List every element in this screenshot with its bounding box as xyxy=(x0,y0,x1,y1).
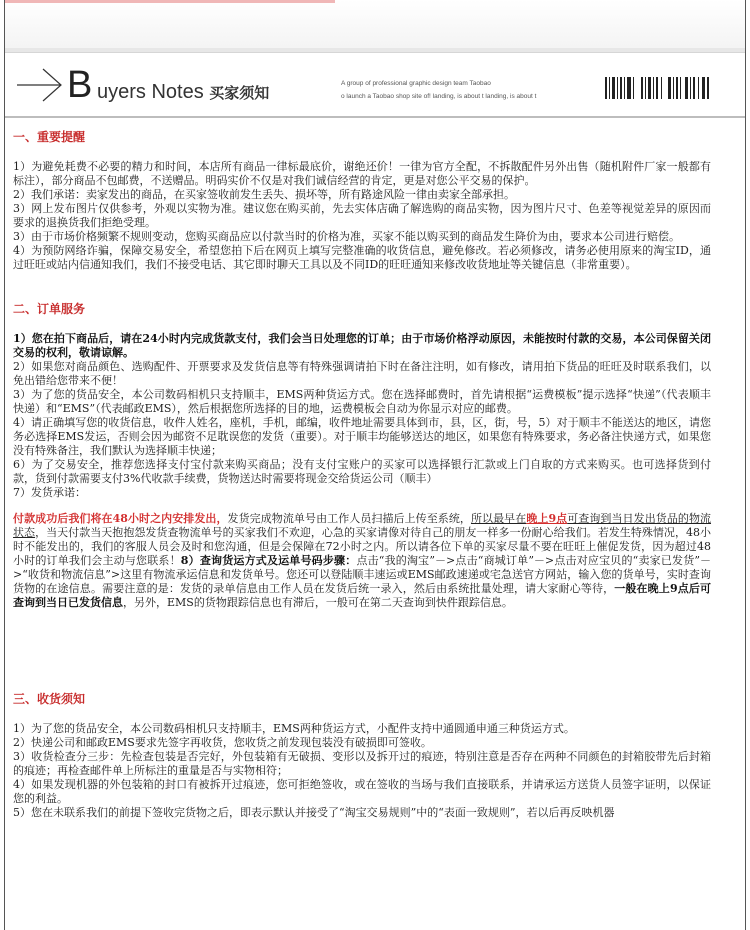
page xyxy=(4,0,746,930)
order-item xyxy=(13,332,711,360)
banner-tagline xyxy=(341,77,599,103)
tagline-line-2: o launch a Taobao shop site of! landing, is about t landing, is about t xyxy=(341,93,537,100)
title-rest: uyers Notes xyxy=(97,81,204,103)
ship-text-d: 点击“我的淘宝”－>点击“商城订单”－>点击对应宝贝的“卖家已发货”－>“收货和物流信息”>这里有物流承运信息和发货单号。您还可以登陆顺丰速运或EMS邮政速递或宅急送官方网站，输入您的货单号，实时查询货物的在途信息。需要注意的是：发货的录单信息由工作人员在发货后统一录入，然后由系统批量处理，请大家耐心等待， xyxy=(13,554,712,595)
order-item: 6）为了交易安全，推荐您选择支付宝付款来购买商品；没有支付宝账户的买家可以选择银行汇款或上门自取的方式来购买。也可选择货到付款，货到付款需要支付3%代收款手续费，货物送达时需要将现金交给货运公司（顺丰） xyxy=(13,458,711,485)
shipping-promise xyxy=(13,512,711,610)
ship-underline-red: 晚上9点 xyxy=(526,512,568,525)
title-cn: 买家须知 xyxy=(209,84,270,102)
ship-text-e: 一般在晚上9点后可查询到当日已发货信息 xyxy=(13,582,711,609)
ship-text-f: ，另外，EMS的货物跟踪信息也有滞后，一般可在第二天查询到快件跟踪信息。 xyxy=(123,596,513,609)
order-item: 4）请正确填写您的收货信息，收件人姓名，座机，手机，邮编，收件地址需要具体到市，县，区，街，号，5）对于顺丰不能送达的地区，请您务必选择EMS发运，否则会因为邮资不足耽误您的发货（重要）。对于顺丰均能够送达的地区，如果您有特殊要求，务必备注快递方式，如果您没有特殊备注，我们默认为选择顺丰快递； xyxy=(13,416,711,457)
title-initial: B xyxy=(67,64,93,106)
order-item: 7）发货承诺： xyxy=(13,486,86,499)
ship-text-c: 8）查询货运方式及运单号码步骤： xyxy=(180,554,357,567)
section-title-order: 二、订单服务 xyxy=(13,302,86,316)
receiving-item: 4）如果发现机器的外包装箱的封口有被拆开过痕迹，您可拒绝签收，或在签收的当场与我们直接联系，并请承运方送货人员签字证明，以保证您的利益。 xyxy=(13,778,711,805)
banner-divider xyxy=(5,116,745,118)
important-item: 1）为避免耗费不必要的精力和时间，本店所有商品一律标最底价，谢绝还价！一律为官方全配，不拆散配件另外出售（随机附件厂家一般都有标注），部分商品不包邮费，不送赠品。明码实价不仅是对我们诚信经营的肯定，更是对您公平交易的保护。 xyxy=(13,160,711,187)
receiving-item: 5）您在未联系我们的前提下签收完货物之后，即表示默认并接受了“淘宝交易规则”中的“表面一致规则”，若以后再反映机器 xyxy=(13,806,615,819)
ship-underline-1: 所以最早在 xyxy=(470,512,527,525)
important-item: 3）网上发布图片仅供参考，外观以实物为准。建议您在购买前，先去实体店确了解选购的商品实物，因为图片尺寸、色差等视觉差异的原因而要求的退换货我们拒绝受理。 xyxy=(13,202,711,229)
top-decor-strip xyxy=(5,0,745,53)
pink-accent-line xyxy=(5,0,335,3)
order-item: 2）如果您对商品颜色、选购配件、开票要求及发货信息等有特殊强调请拍下时在备注注明，如有修改，请用拍下货品的旺旺及时联系我们，以免出错给您带来不便！ xyxy=(13,360,711,387)
important-item: 3）由于市场价格频繁不规则变动，您购买商品应以付款当时的价格为准，买家不能以购买到的商品发生降价为由，要求本公司进行赔偿。 xyxy=(13,230,680,243)
gray-separator xyxy=(5,48,745,52)
tagline-line-1: A group of professional graphic design team Taobao xyxy=(341,80,491,87)
notes-content xyxy=(13,130,711,820)
order-item-1: 1）您在拍下商品后，请在24小时内完成货款支付，我们会当日处理您的订单；由于市场价格浮动原因，未能按时付款的交易，本公司保留关闭交易的权利，敬请谅解。 xyxy=(13,332,711,359)
arrow-right-icon xyxy=(17,65,63,105)
section-title-important: 一、重要提醒 xyxy=(13,130,86,144)
receiving-item: 1）为了您的货品安全，本公司数码相机只支持顺丰，EMS两种货运方式，小配件支持中通圆通申通三种货运方式。 xyxy=(13,722,575,735)
section-title-receiving: 三、收货须知 xyxy=(13,692,86,706)
important-item: 2）我们承诺：卖家发出的商品，在买家签收前发生丢失、损坏等，所有路途风险一律由卖家全部承担。 xyxy=(13,188,515,201)
ship-red-lead: 付款成功后我们将在48小时之内安排发出， xyxy=(13,512,228,525)
ship-text-b: ，当天付款当天抱抱怨发货查物流单号的买家我们不欢迎，心急的买家请像对待自己的朋友一样多一份耐心给我们。若发生特殊情况，48小时不能发出的，我们的客服人员会及时和您沟通，但是会保障在72小时之内。所以请各位下单的买家尽量不要在旺旺上催促发货，因为超过48小时的订单我们会主动与您联系！ xyxy=(13,526,712,567)
barcode-icon xyxy=(605,77,709,99)
buyers-notes-banner xyxy=(5,57,745,117)
order-item: 3）为了您的货品安全，本公司数码相机只支持顺丰，EMS两种货运方式。您在选择邮费时，首先请根据“运费模板”提示选择“快递”（代表顺丰快递）和“EMS”（代表邮政EMS），然后根据您所选择的目的地，运费模板会自动为你显示对应的邮费。 xyxy=(13,388,711,415)
ship-underline-2: 可查询到当日发出货品的物流状态 xyxy=(13,512,712,539)
banner-title xyxy=(97,77,269,108)
ship-text-a: 发货完成物流单号由工作人员扫描后上传至系统， xyxy=(227,512,471,525)
important-item: 4）为预防网络诈骗，保障交易安全，希望您拍下后在网页上填写完整准确的收货信息，避免修改。若必须修改，请务必使用原来的淘宝ID，通过旺旺或站内信通知我们，我们不接受电话、其它即时聊天工具以及不同ID的旺旺通知来修改收货地址等关键信息（非常重要）。 xyxy=(13,244,711,271)
receiving-item: 3）收货检查分三步：先检查包装是否完好，外包装箱有无破损、变形以及拆开过的痕迹，特别注意是否存在两种不同颜色的封箱胶带先后封箱的痕迹；再检查邮件单上所标注的重量是否与实物相符； xyxy=(13,750,711,777)
receiving-item: 2）快递公司和邮政EMS要求先签字再收货，您收货之前发现包装没有破损即可签收。 xyxy=(13,736,432,749)
